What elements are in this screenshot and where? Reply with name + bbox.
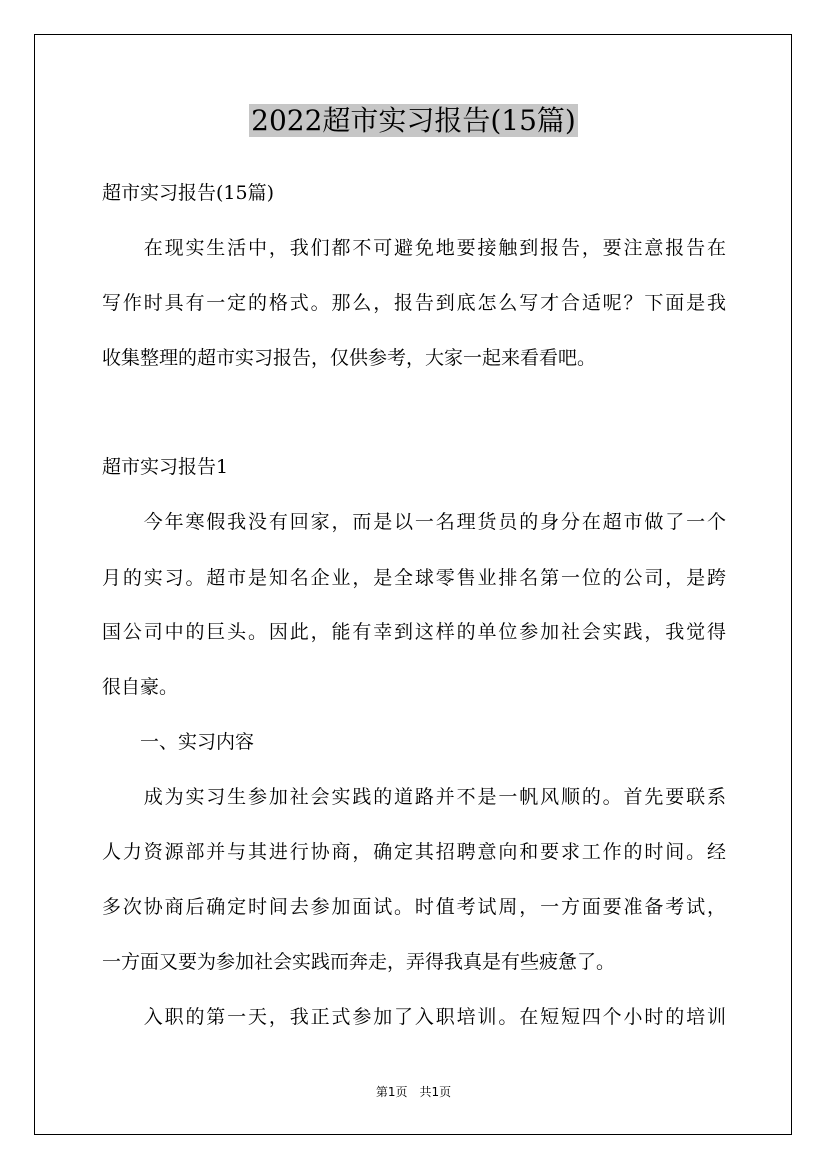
document-title-text: 2022超市实习报告(15篇) (251, 104, 576, 137)
subtitle: 超市实习报告(15篇) (102, 182, 275, 204)
subsection-heading: 一、实习内容 (102, 731, 255, 753)
paragraph-line: 月的实习。超市是知名企业，是全球零售业排名第一位的公司，是跨 (102, 567, 726, 589)
paragraph-line: 在现实生活中，我们都不可避免地要接触到报告，要注意报告在 (102, 237, 726, 259)
paragraph-line: 成为实习生参加社会实践的道路并不是一帆风顺的。首先要联系 (102, 786, 726, 808)
paragraph-line: 人力资源部并与其进行协商，确定其招聘意向和要求工作的时间。经 (102, 841, 726, 863)
paragraph-line: 很自豪。 (102, 676, 179, 698)
paragraph-line: 收集整理的超市实习报告，仅供参考，大家一起来看看吧。 (102, 347, 597, 369)
paragraph-line: 入职的第一天，我正式参加了入职培训。在短短四个小时的培训 (102, 1006, 726, 1028)
paragraph-line: 一方面又要为参加社会实践而奔走，弄得我真是有些疲惫了。 (102, 951, 616, 973)
paragraph-line: 国公司中的巨头。因此，能有幸到这样的单位参加社会实践，我觉得 (102, 621, 726, 643)
document-title (0, 100, 827, 142)
paragraph-line: 今年寒假我没有回家，而是以一名理货员的身分在超市做了一个 (102, 511, 726, 533)
section-heading: 超市实习报告1 (102, 456, 229, 478)
paragraph-line: 多次协商后确定时间去参加面试。时值考试周，一方面要准备考试， (102, 896, 726, 918)
page-number-footer: 第1页 共1页 (375, 1085, 452, 1099)
paragraph-line: 写作时具有一定的格式。那么，报告到底怎么写才合适呢？下面是我 (102, 292, 726, 314)
